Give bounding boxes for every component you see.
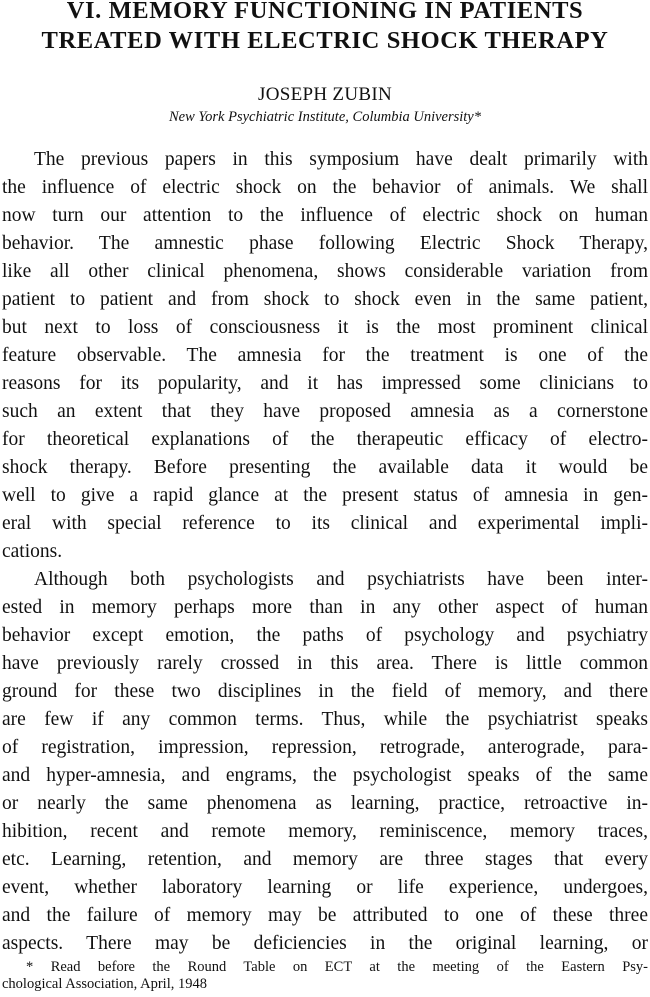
body-line: and the failure of memory may be attributed to one of these three [2, 905, 648, 926]
body-line: and hyper-amnesia, and engrams, the psychologist speaks of the same [2, 765, 648, 786]
body-line: well to give a rapid glance at the present status of amnesia in gen- [2, 485, 648, 506]
title-line-1: VI. MEMORY FUNCTIONING IN PATIENTS [66, 0, 584, 24]
body-line: shock therapy. Before presenting the available data it would be [2, 457, 648, 478]
title-line-2: TREATED WITH ELECTRIC SHOCK THERAPY [41, 27, 609, 54]
body-line: the influence of electric shock on the behavior of animals. We shall [2, 177, 648, 198]
body-line: or nearly the same phenomena as learning, practice, retroactive in- [2, 793, 648, 814]
body-line: Although both psychologists and psychiatrists have been inter- [34, 569, 648, 590]
body-line: patient to patient and from shock to shock even in the same patient, [2, 289, 648, 310]
footnote-line-2: chological Association, April, 1948 [2, 976, 207, 992]
footnote-line-1: * Read before the Round Table on ECT at the meeting of the Eastern Psy- [26, 959, 648, 975]
body-line: such an extent that they have proposed amnesia as a cornerstone [2, 401, 648, 422]
body-line: event, whether laboratory learning or life experience, undergoes, [2, 877, 648, 898]
body-line: The previous papers in this symposium have dealt primarily with [34, 149, 648, 170]
body-line: behavior except emotion, the paths of psychology and psychiatry [2, 625, 648, 646]
body-line: ground for these two disciplines in the field of memory, and there [2, 681, 648, 702]
body-line: like all other clinical phenomena, shows considerable variation from [2, 261, 648, 282]
body-line: eral with special reference to its clinical and experimental impli- [2, 513, 648, 534]
body-line: behavior. The amnestic phase following Electric Shock Therapy, [2, 233, 648, 254]
body-line: are few if any common terms. Thus, while the psychiatrist speaks [2, 709, 648, 730]
body-line: ested in memory perhaps more than in any other aspect of human [2, 597, 648, 618]
body-line: but next to loss of consciousness it is the most prominent clinical [2, 317, 648, 338]
body-line: feature observable. The amnesia for the treatment is one of the [2, 345, 648, 366]
body-line: reasons for its popularity, and it has impressed some clinicians to [2, 373, 648, 394]
body-line: hibition, recent and remote memory, reminiscence, memory traces, [2, 821, 648, 842]
body-line: cations. [2, 541, 63, 562]
author-name: JOSEPH ZUBIN [258, 84, 392, 105]
body-line: now turn our attention to the influence of electric shock on human [2, 205, 648, 226]
author-affiliation: New York Psychiatric Institute, Columbia University* [169, 109, 481, 125]
body-line: for theoretical explanations of the therapeutic efficacy of electro- [2, 429, 648, 450]
body-line: of registration, impression, repression, retrograde, anterograde, para- [2, 737, 648, 758]
body-line: aspects. There may be deficiencies in the original learning, or [2, 933, 648, 954]
body-line: have previously rarely crossed in this area. There is little common [2, 653, 648, 674]
body-line: etc. Learning, retention, and memory are three stages that every [2, 849, 648, 870]
